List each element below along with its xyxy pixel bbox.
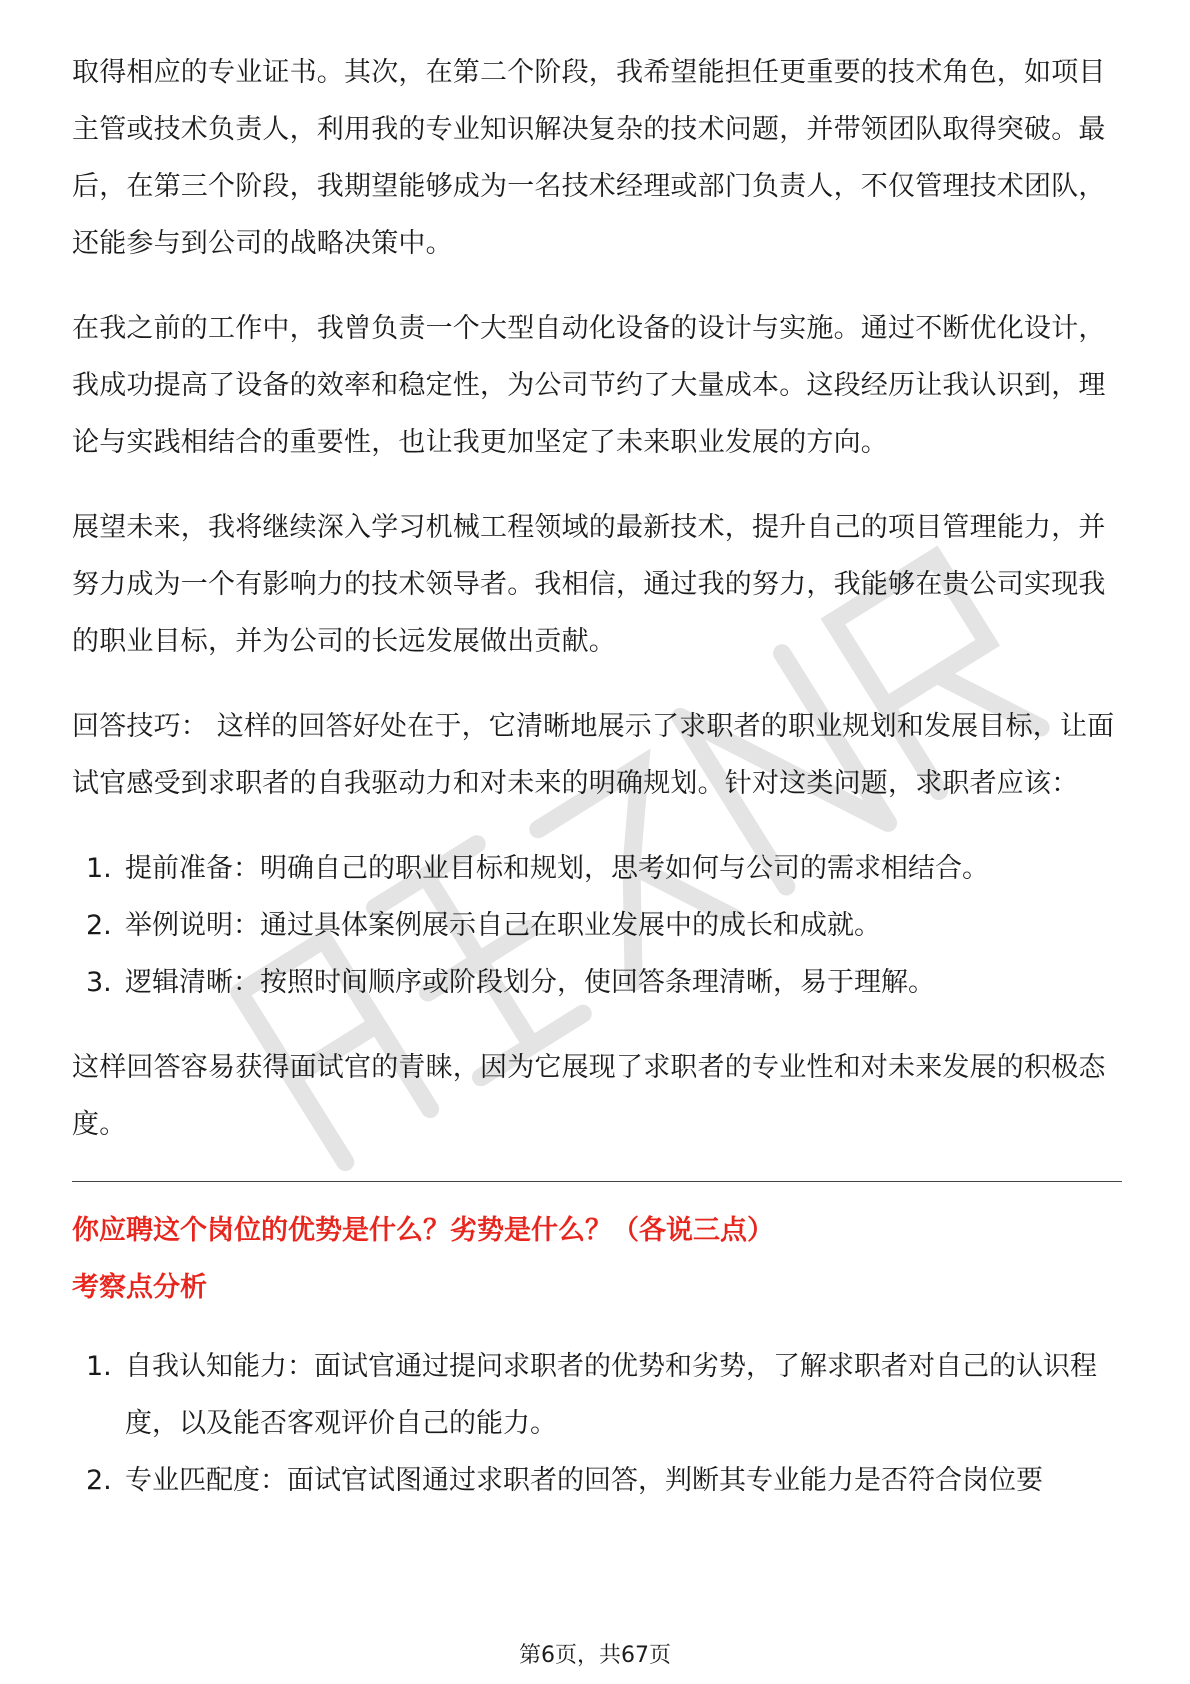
list-text: 提前准备：明确自己的职业目标和规划，思考如何与公司的需求相结合。	[125, 853, 989, 884]
list-number: 2.	[86, 910, 112, 941]
analysis-heading: 考察点分析	[72, 1272, 207, 1303]
answer-tips-paragraph: 回答技巧： 这样的回答好处在于，它清晰地展示了求职者的职业规划和发展目标，让面试官感受到求职者的自我驱动力和对未来的明确规划。针对这类问题，求职者应该：	[72, 711, 1115, 799]
paragraph: 展望未来，我将继续深入学习机械工程领域的最新技术，提升自己的项目管理能力，并努力成为一个有影响力的技术领导者。我相信，通过我的努力，我能够在贵公司实现我的职业目标，并为公司的长远发展做出贡献。	[72, 512, 1106, 657]
list-number: 2.	[86, 1465, 112, 1496]
list-text: 自我认知能力：面试官通过提问求职者的优势和劣势，了解求职者对自己的认识程度，以及能否客观评价自己的能力。	[125, 1351, 1097, 1439]
list-text: 专业匹配度：面试官试图通过求职者的回答，判断其专业能力是否符合岗位要	[125, 1465, 1043, 1496]
page-footer: 第6页，共67页	[519, 1643, 671, 1668]
list-number: 1.	[86, 853, 112, 884]
list-item	[72, 1452, 1122, 1509]
closing-paragraph: 这样回答容易获得面试官的青睐，因为它展现了求职者的专业性和对未来发展的积极态度。	[72, 1052, 1106, 1140]
list-text: 逻辑清晰：按照时间顺序或阶段划分，使回答条理清晰，易于理解。	[125, 967, 935, 998]
question-title: 你应聘这个岗位的优势是什么？劣势是什么？（各说三点）	[72, 1215, 774, 1246]
paragraph: 在我之前的工作中，我曾负责一个大型自动化设备的设计与实施。通过不断优化设计，我成功提高了设备的效率和稳定性，为公司节约了大量成本。这段经历让我认识到，理论与实践相结合的重要性，也让我更加坚定了未来职业发展的方向。	[72, 313, 1106, 458]
list-item	[72, 1338, 1122, 1452]
list-number: 1.	[86, 1351, 112, 1382]
paragraph: 取得相应的专业证书。其次，在第二个阶段，我希望能担任更重要的技术角色，如项目主管或技术负责人，利用我的专业知识解决复杂的技术问题，并带领团队取得突破。最后，在第三个阶段，我期望能够成为一名技术经理或部门负责人，不仅管理技术团队，还能参与到公司的战略决策中。	[72, 57, 1106, 259]
analysis-list	[72, 1338, 1122, 1509]
section-divider	[72, 1181, 1122, 1182]
list-text: 举例说明：通过具体案例展示自己在职业发展中的成长和成就。	[125, 910, 881, 941]
list-number: 3.	[86, 967, 112, 998]
